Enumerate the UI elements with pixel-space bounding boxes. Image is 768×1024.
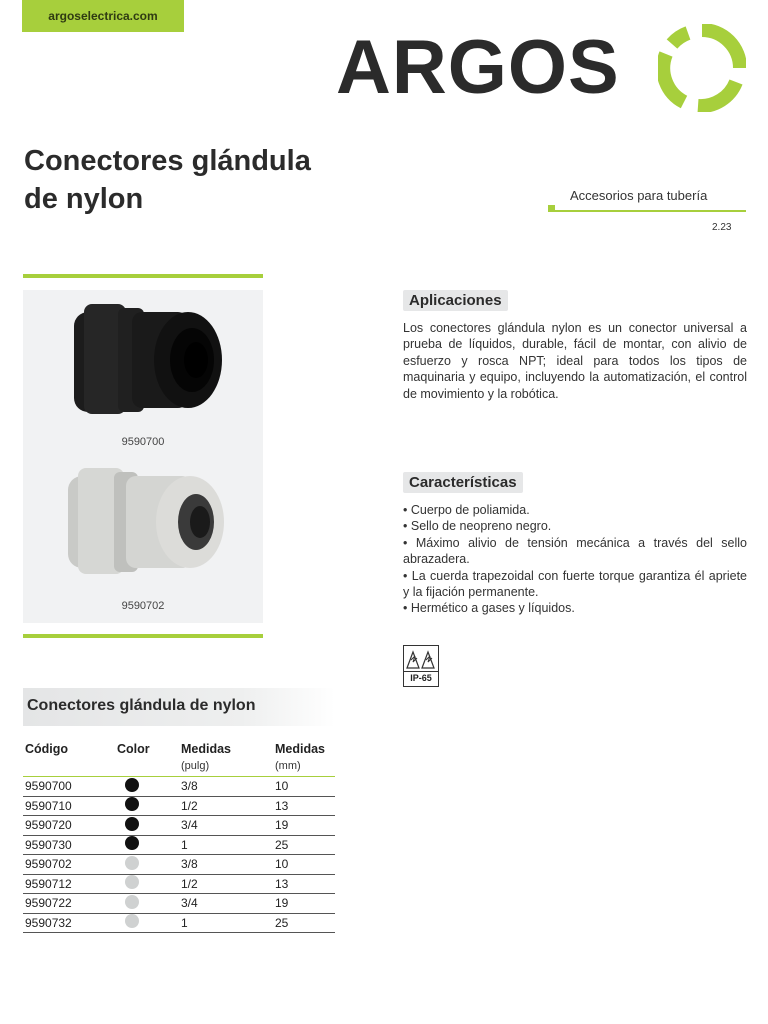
code-cell: 9590722 <box>23 894 103 914</box>
table-row <box>23 913 335 933</box>
color-cell <box>103 796 179 816</box>
caracteristicas-list <box>403 502 747 617</box>
page-title-line-1: Conectores glándula <box>24 145 311 177</box>
size-inch-cell: 1/2 <box>179 874 273 894</box>
column-header: Medidas <box>275 742 326 756</box>
spec-table <box>23 734 335 933</box>
website-link[interactable]: argoselectrica.com <box>22 0 184 32</box>
size-inch-cell: 1 <box>179 835 273 855</box>
color-swatch <box>125 817 139 831</box>
table-row <box>23 894 335 914</box>
color-swatch <box>125 895 139 909</box>
product-2-code: 9590702 <box>121 600 165 612</box>
table-title: Conectores glándula de nylon <box>27 697 256 714</box>
size-inch-cell: 3/8 <box>179 777 273 797</box>
column-header: Color <box>117 742 150 756</box>
feature-item: • Máximo alivio de tensión mecánica a través del sello abrazadera. <box>403 535 747 568</box>
table-row <box>23 816 335 836</box>
aplicaciones-text: Los conectores glándula nylon es un conector universal a prueba de líquidos, durable, fácil de montar, con alivio de esfuerzo y rosca NPT; ideal para todos los tipos de maquinaria y equipo, incluyendo la automatización, el control de movimiento y la robótica. <box>403 321 747 401</box>
color-cell <box>103 874 179 894</box>
feature-item: • Cuerpo de poliamida. <box>403 502 747 518</box>
size-mm-cell: 25 <box>273 835 335 855</box>
table-row <box>23 855 335 875</box>
color-swatch <box>125 875 139 889</box>
product-1-code: 9590700 <box>121 436 165 448</box>
color-swatch <box>125 856 139 870</box>
feature-item: • Sello de neopreno negro. <box>403 518 747 534</box>
unit-cell: (pulg) <box>179 756 273 777</box>
page-title <box>24 142 311 218</box>
code-cell: 9590710 <box>23 796 103 816</box>
table-row <box>23 874 335 894</box>
table-header-row <box>23 734 335 756</box>
color-cell <box>103 855 179 875</box>
ip65-pictogram-icon <box>404 646 437 672</box>
color-cell <box>103 816 179 836</box>
brand-logo-mark-icon <box>658 24 746 112</box>
feature-item: • La cuerda trapezoidal con fuerte torque garantiza él apriete y la fijación permanente. <box>403 568 747 601</box>
code-cell: 9590730 <box>23 835 103 855</box>
size-mm-cell: 25 <box>273 913 335 933</box>
caracteristicas-heading-wrap <box>403 472 523 493</box>
gray-cable-gland-image <box>64 464 228 582</box>
black-cable-gland-image <box>66 298 226 422</box>
size-mm-cell: 19 <box>273 894 335 914</box>
color-cell <box>103 835 179 855</box>
ip65-label: IP-65 <box>404 671 438 686</box>
color-swatch <box>125 797 139 811</box>
size-mm-cell: 13 <box>273 796 335 816</box>
code-cell: 9590712 <box>23 874 103 894</box>
table-row <box>23 835 335 855</box>
caracteristicas-heading: Características <box>403 472 523 493</box>
unit-cell <box>103 756 179 777</box>
photo-top-rule <box>23 274 263 278</box>
color-cell <box>103 913 179 933</box>
color-swatch <box>125 914 139 928</box>
column-header: Código <box>25 742 69 756</box>
size-inch-cell: 1 <box>179 913 273 933</box>
size-mm-cell: 13 <box>273 874 335 894</box>
size-inch-cell: 1/2 <box>179 796 273 816</box>
size-mm-cell: 10 <box>273 777 335 797</box>
section-label: Accesorios para tubería <box>570 188 708 203</box>
code-cell: 9590700 <box>23 777 103 797</box>
color-swatch <box>125 778 139 792</box>
table-row <box>23 777 335 797</box>
color-swatch <box>125 836 139 850</box>
code-cell: 9590720 <box>23 816 103 836</box>
unit-cell: (mm) <box>273 756 335 777</box>
section-rule <box>550 210 746 212</box>
size-inch-cell: 3/4 <box>179 894 273 914</box>
brand-logo-text: ARGOS <box>336 25 620 110</box>
code-cell: 9590702 <box>23 855 103 875</box>
table-row <box>23 796 335 816</box>
aplicaciones-heading-wrap <box>403 290 508 311</box>
column-header: Medidas <box>181 742 232 756</box>
page-number: 2.23 <box>712 222 732 233</box>
color-cell <box>103 894 179 914</box>
feature-item: • Hermético a gases y líquidos. <box>403 600 747 616</box>
aplicaciones-heading: Aplicaciones <box>403 290 508 311</box>
size-inch-cell: 3/4 <box>179 816 273 836</box>
unit-cell <box>23 756 103 777</box>
code-cell: 9590732 <box>23 913 103 933</box>
color-cell <box>103 777 179 797</box>
size-mm-cell: 10 <box>273 855 335 875</box>
table-units-row <box>23 756 335 777</box>
page-title-line-2: de nylon <box>24 183 144 215</box>
size-mm-cell: 19 <box>273 816 335 836</box>
photo-bottom-rule <box>23 634 263 638</box>
ip65-protection-icon <box>403 645 439 687</box>
size-inch-cell: 3/8 <box>179 855 273 875</box>
